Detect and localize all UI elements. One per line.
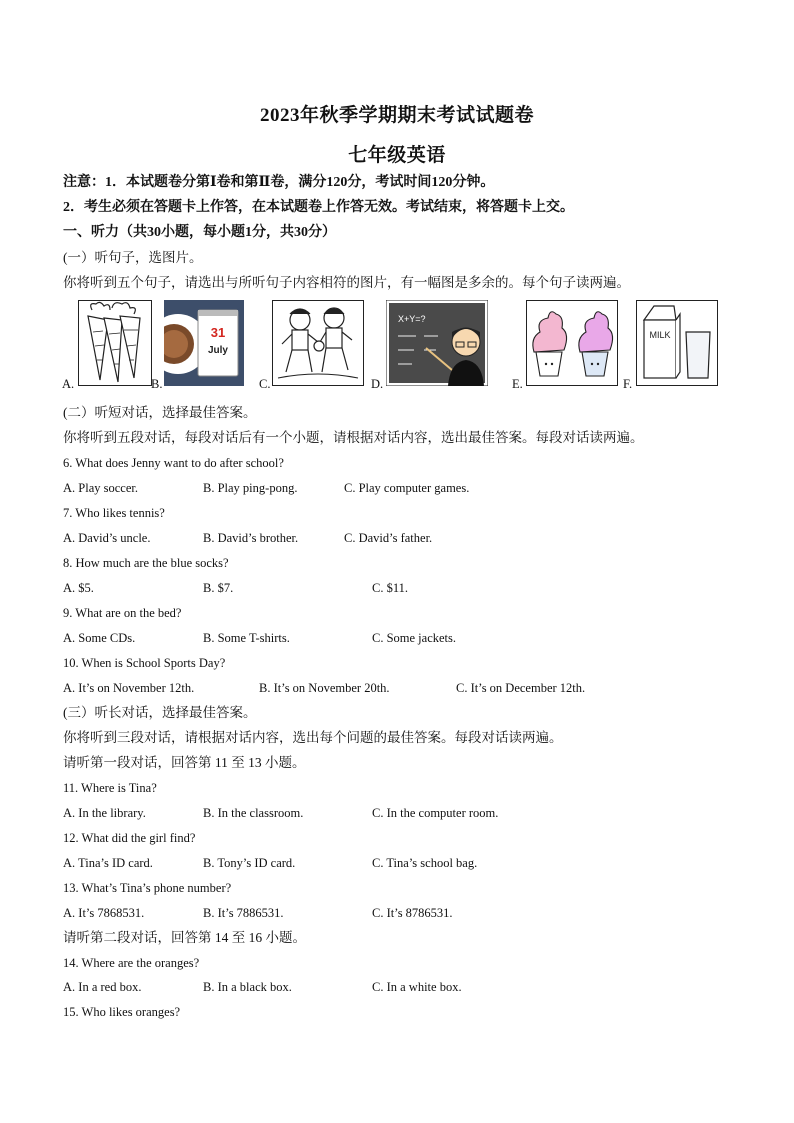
carton-text: MILK <box>649 330 671 340</box>
ice-cream-icon <box>526 300 618 386</box>
question-10: 10. When is School Sports Day? <box>63 656 226 670</box>
dialog-1-intro: 请听第一段对话，回答第 11 至 13 小题。 <box>63 755 306 770</box>
question-9-option-a: A. Some CDs. <box>63 631 136 645</box>
question-12: 12. What did the girl find? <box>63 831 196 845</box>
picture-label-e: E. <box>512 377 523 391</box>
part2-instruction: 你将听到五段对话，每段对话后有一个小题，请根据对话内容，选出最佳答案。每段对话读两遍。 <box>63 430 644 445</box>
question-14-option-b: B. In a black box. <box>203 980 292 994</box>
part3-heading: (三）听长对话，选择最佳答案。 <box>63 705 257 720</box>
question-13-option-c: C. It’s 8786531. <box>372 906 453 920</box>
note-2: 2．考生必须在答题卡上作答，在本试题卷上作答无效。考试结束，将答题卡上交。 <box>63 200 574 215</box>
question-9: 9. What are on the bed? <box>63 606 182 620</box>
question-14-option-c: C. In a white box. <box>372 980 462 994</box>
question-6: 6. What does Jenny want to do after school? <box>63 456 284 470</box>
question-12-option-c: C. Tina’s school bag. <box>372 856 478 870</box>
question-8: 8. How much are the blue socks? <box>63 556 229 570</box>
calendar-day: 31 <box>210 325 226 340</box>
exam-title: 2023年秋季学期期末考试试题卷 <box>259 105 534 126</box>
picture-label-d: D. <box>371 377 384 391</box>
question-8-option-c: C. $11. <box>372 581 408 595</box>
question-11-option-a: A. In the library. <box>63 806 146 820</box>
dialog-2-intro: 请听第二段对话，回答第 14 至 16 小题。 <box>63 930 306 945</box>
question-8-option-b: B. $7. <box>203 581 234 595</box>
question-14: 14. Where are the oranges? <box>63 956 200 970</box>
picture-row <box>60 300 730 395</box>
board-text: X+Y=? <box>398 314 426 324</box>
part2-heading: (二）听短对话，选择最佳答案。 <box>63 405 257 420</box>
question-7: 7. Who likes tennis? <box>63 506 165 520</box>
question-7-option-a: A. David’s uncle. <box>63 531 151 545</box>
question-15: 15. Who likes oranges? <box>63 1005 181 1019</box>
calendar-coffee-icon <box>164 300 244 386</box>
carrots-icon <box>78 300 152 386</box>
boys-playing-icon <box>272 300 364 386</box>
note-1: 注意：1．本试题卷分第Ⅰ卷和第Ⅱ卷，满分120分，考试时间120分钟。 <box>63 175 495 190</box>
question-11: 11. Where is Tina? <box>63 781 157 795</box>
section-heading: 一、听力（共30小题，每小题1分，共30分） <box>63 225 336 240</box>
question-9-option-b: B. Some T-shirts. <box>203 631 290 645</box>
question-14-option-a: A. In a red box. <box>63 980 142 994</box>
question-10-option-b: B. It’s on November 20th. <box>259 681 390 695</box>
calendar-month: July <box>207 345 229 356</box>
question-6-option-c: C. Play computer games. <box>344 481 470 495</box>
picture-label-c: C. <box>259 377 271 391</box>
question-10-option-c: C. It’s on December 12th. <box>456 681 586 695</box>
picture-label-a: A. <box>62 377 75 391</box>
picture-label-f: F. <box>623 377 633 391</box>
question-13-option-a: A. It’s 7868531. <box>63 906 145 920</box>
question-13-option-b: B. It’s 7886531. <box>203 906 284 920</box>
question-11-option-b: B. In the classroom. <box>203 806 304 820</box>
part1-heading: (一）听句子，选图片。 <box>63 250 203 265</box>
question-7-option-c: C. David’s father. <box>344 531 433 545</box>
question-8-option-a: A. $5. <box>63 581 94 595</box>
question-12-option-a: A. Tina’s ID card. <box>63 856 153 870</box>
milk-icon <box>636 300 718 386</box>
question-10-option-a: A. It’s on November 12th. <box>63 681 195 695</box>
part3-instruction: 你将听到三段对话，请根据对话内容，选出每个问题的最佳答案。每段对话读两遍。 <box>63 730 563 745</box>
picture-label-b: B. <box>151 377 163 391</box>
question-6-option-a: A. Play soccer. <box>63 481 138 495</box>
question-11-option-c: C. In the computer room. <box>372 806 499 820</box>
exam-subtitle: 七年级英语 <box>348 145 446 166</box>
question-12-option-b: B. Tony’s ID card. <box>203 856 296 870</box>
question-9-option-c: C. Some jackets. <box>372 631 457 645</box>
question-6-option-b: B. Play ping-pong. <box>203 481 298 495</box>
question-13: 13. What’s Tina’s phone number? <box>63 881 232 895</box>
part1-instruction: 你将听到五个句子，请选出与所听句子内容相符的图片，有一幅图是多余的。每个句子读两遍。 <box>63 275 630 290</box>
question-7-option-b: B. David’s brother. <box>203 531 299 545</box>
teacher-blackboard-icon <box>386 300 488 386</box>
